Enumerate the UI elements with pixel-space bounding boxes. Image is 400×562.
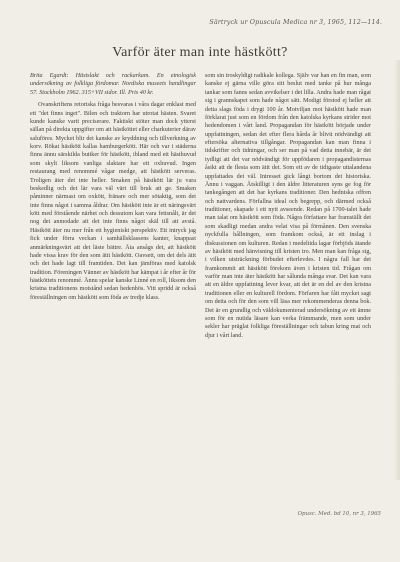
book-reference	[30, 72, 196, 97]
right-column	[205, 72, 371, 510]
left-column	[30, 72, 196, 542]
left-column-text: Ovanskriftens retoriska fråga besvaras i våra dagar enklast med ett "det finns inget". Bilen och traktorn har utrotat hästen. Svaret kunde kanske varit preciserare. Faktiskt stöter man dock ytterst sällan på direkta uppgifter om att hästköttet eller charkuterier därav saluföres. Mycket blir det kanske av kryddning och tillverkning av korv. Rökat hästkött kallas hamburgerkött. Här och var i städerna finns ännu särskilda butiker för hästkött, ibland med ett hästhuvud som skylt liksom vanliga slaktare har ett oxhuvud. Ingen restaurang med renommé vågar medge, att hästkött serveras. Troligen äter det inte heller. Smaken på hästkött lär ju vara beskedlig och det lär vara väl värt till bruk att ge. Smaken påminner närmast om oxkött, fränare och mer sötaktig, som det inte finns något i samma åldrar. Om hästkött inte är ett näringsvärt kött med förstående närhet och dessutom kan vara fettsnålt, är det nog det anmodade att det inte finns något skäl till att avstå. Hästkött äter nu mer från ett hygieniskt perspektiv. Ett intryck jag fick under förra veckan i samhällsklassens kanter, knappast anmärkningsvärt att det läste bättre. Äta ansågs det, att hästkött hade vissa krav för den som ätit hästkött. Oavsett, om det dels ätit och det hade lagt till framtiden. Det kan jämföras med katolsk tradition. Föreningen Vänner av hästkött har kämpat i år efter år för hästköttets renommé. Ännu spelar kanske Linné en roll, liksom den kristna traditionens motstånd sedan hedenhös. Vitt spridd är också föreställningen om hästkött som föda av tredje klass.	[30, 102, 196, 301]
book-reference-text: Brita Egardt: Hästslakt och rackarkam. En etnologisk undersökning av folkliga fördomar. Nordiska museets handlingar 57. Stockholm 1962. 315+VII sidor. Ill. Pris 40 kr.	[30, 73, 196, 96]
article-title: Varför äter man inte hästkött?	[112, 45, 288, 60]
paper-edge-shading	[394, 60, 400, 480]
journal-footer: Opusc. Med. bd 10, nr 3, 1965	[297, 511, 381, 517]
right-column-text: som sin troskyldigt radikale kollega. Själv var han en fin man, som kanske ej gärna ville göra sitt beslut med tanke på hur många tankar som fanns sedan avvikelser i det lilla. Andra hade man rågat sig i grannskapet som hade något sätt. Modigt förstod ej heller att detta slags föda i drygt 100 år. Motviljan mot hästkött hade man förklarat just som en fördom från den katolska kyrkans strider mot hedendomen i vårt land. Propagandan för hästkött började under uppfattningen, sedan det efter flera hårda år blivit nödvändigt att eftersöka alternativa tillgångar. Propagandan kan man finna i tidskrifter och tidningar, och ser man på vad detta innebär, är det tydligt att det var nödvändigt för uppfödaren i propagandisternas åsikt att de flesta som ätit det. Som ett av de tidigaste uttalandena uppfattades det väl. Intresset gick långt bortom det historiska. Ännu i vaggan. Åtskilligt i den äldre litteraturen syns ge fog för tankegången att det har kyrkans traditioner. Den hedniska offren och nattvardens. Förfallna ideal och begrepp, och därmed också traditioner, skapade i ett nytt avseende. Redan på 1700-talet hade man talat om hästkött som föda. Några författare har framställt det som skadligt medan andra velat visa på förmånen. Den svenska nyckfulla hållningen, som framkom också, är ett inslag i diskussionen om kulturen. Redan i medeltida lagar förbjöds ätande av hästkött med hänvisning till kristen tro. Men man kan fråga sig, i vilken utsträckning förbudet efterlevdes. I några fall har det framkommit att hästkött förekom även i kristen tid. Frågan om varför man inte äter hästkött har sålunda många svar. Det kan vara att en äldre uppfattning lever kvar, att det är en del av den kristna traditionen eller en kulturell fördom. Förfaren har fått mycket sagt om detta och för den som vill läsa mer rekommenderas denna bok. Det är en grundlig och väldokumenterad undersökning av ett ämne som för en nutida läsare kan verka främmande, men som under sekler har präglat folkliga föreställningar och tabun kring mat och djur i vårt land.	[205, 73, 371, 339]
offprint-header: Särtryck ur Opuscula Medica nr 3, 1965, 112—114.	[209, 18, 382, 26]
